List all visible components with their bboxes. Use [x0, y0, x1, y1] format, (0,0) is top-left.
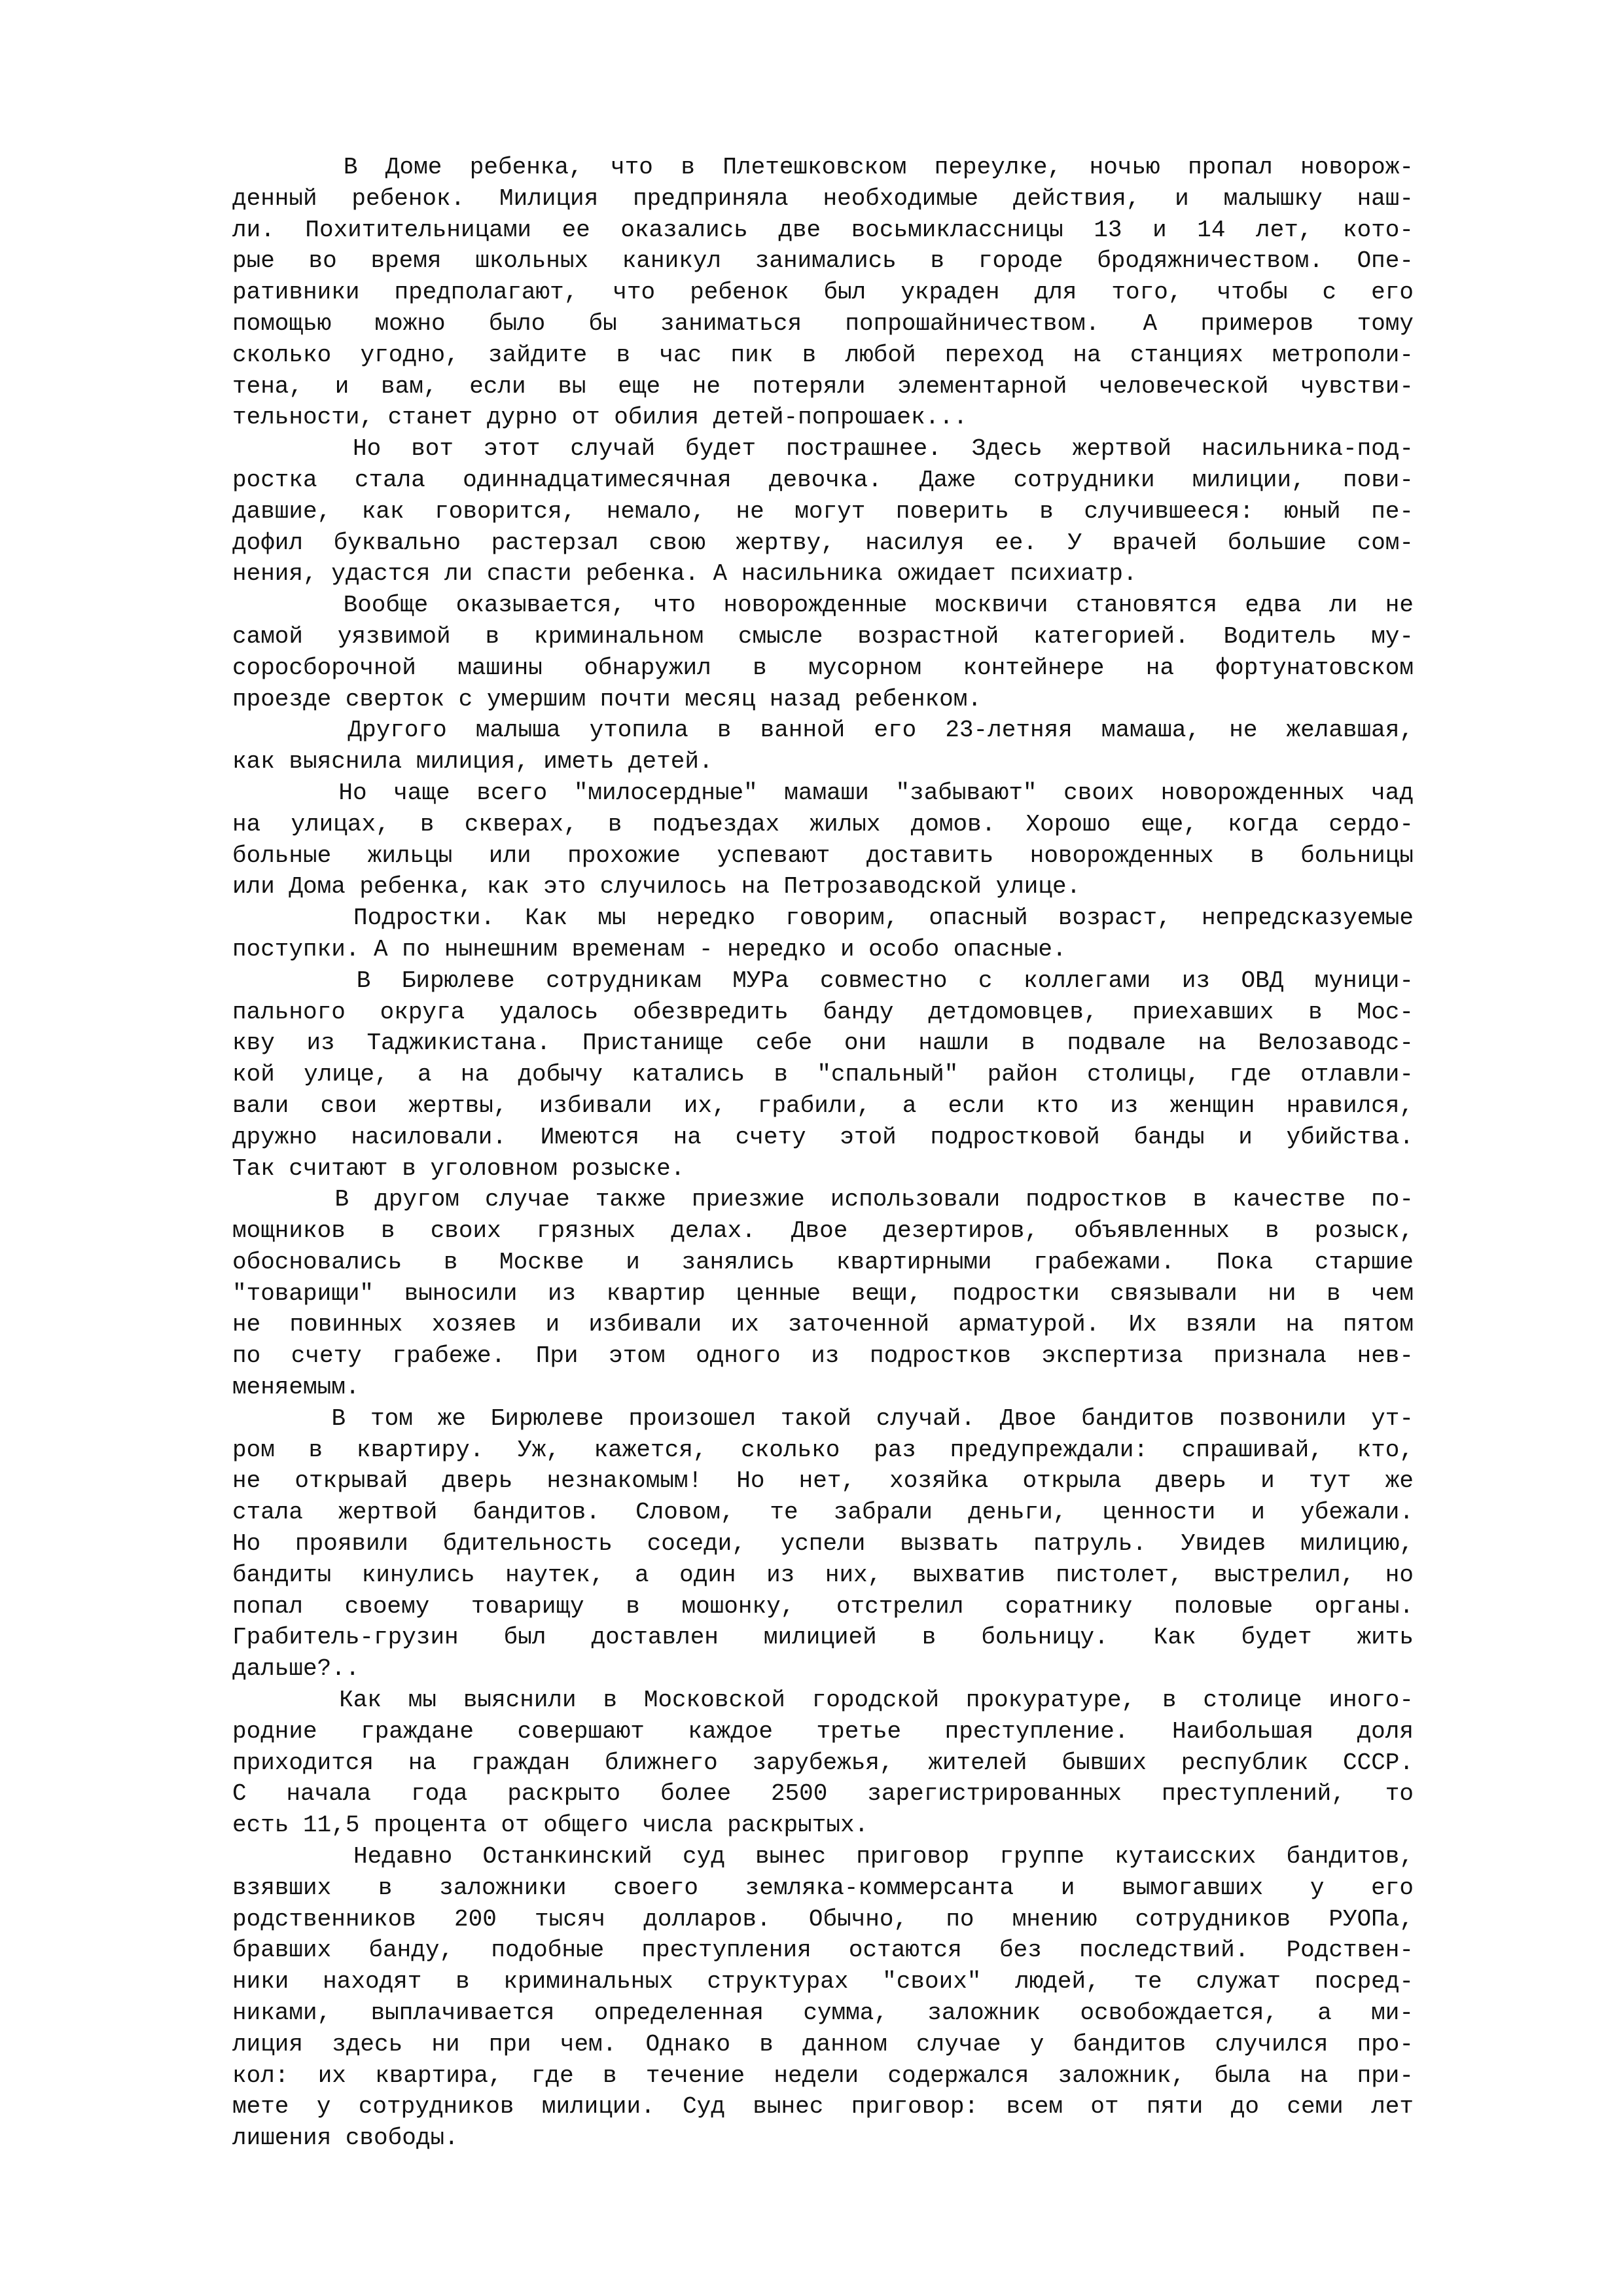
text-line: ром в квартиру. Уж, кажется, сколько раз предупреждали: спрашивай, кто, [232, 1436, 1414, 1463]
text-line: есть 11,5 процента от общего числа раскрытых. [232, 1812, 869, 1839]
text-line: или Дома ребенка, как это случилось на Петрозаводской улице. [232, 873, 1081, 901]
text-line: Недавно Останкинский суд вынес приговор группе кутаисских бандитов, [232, 1843, 1414, 1871]
text-line: ростка стала одиннадцатимесячная девочка. Даже сотрудники милиции, пови- [232, 466, 1414, 493]
text-line: рые во время школьных каникул занимались в городе бродяжничеством. Опе- [232, 247, 1414, 275]
text-line: С начала года раскрыто более 2500 зарегистрированных преступлений, то [232, 1780, 1414, 1808]
text-line: Другого малыша утопила в ванной его 23-летняя мамаша, не желавшая, [232, 717, 1414, 744]
text-line: Подростки. Как мы нередко говорим, опасный возраст, непредсказуемые [232, 905, 1414, 932]
text-line: по счету грабеже. При этом одного из подростков экспертиза признала нев- [232, 1342, 1414, 1370]
document-page [232, 152, 1414, 2154]
text-line: Как мы выяснили в Московской городской прокуратуре, в столице иного- [232, 1687, 1414, 1714]
text-line: Так считают в уголовном розыске. [232, 1155, 685, 1182]
text-line: В Доме ребенка, что в Плетешковском переулке, ночью пропал новорож- [232, 154, 1414, 181]
text-line: ли. Похитительницами ее оказались две восьмиклассницы 13 и 14 лет, кото- [232, 216, 1414, 243]
text-line: В том же Бирюлеве произошел такой случай. Двое бандитов позвонили ут- [232, 1405, 1414, 1432]
text-line: тена, и вам, если вы еще не потеряли элементарной человеческой чувстви- [232, 372, 1414, 400]
text-line: на улицах, в скверах, в подъездах жилых домов. Хорошо еще, когда сердо- [232, 810, 1414, 838]
text-line: как выяснила милиция, иметь детей. [232, 748, 713, 776]
text-line: не повинных хозяев и избивали их заточенной арматурой. Их взяли на пятом [232, 1311, 1414, 1338]
text-line: бравших банду, подобные преступления остаются без последствий. Родствен- [232, 1937, 1414, 1964]
text-line: ративники предполагают, что ребенок был украден для того, чтобы с его [232, 279, 1414, 306]
text-line: "товарищи" выносили из квартир ценные вещи, подростки связывали ни в чем [232, 1280, 1414, 1307]
text-line: родственников 200 тысяч долларов. Обычно, по мнению сотрудников РУОПа, [232, 1905, 1414, 1933]
text-line: помощью можно было бы заниматься попрошайничеством. А примеров тому [232, 310, 1414, 337]
text-line: Но чаще всего "милосердные" мамаши "забывают" своих новорожденных чад [232, 779, 1414, 806]
text-line: дальше?.. [232, 1655, 360, 1683]
text-line: денный ребенок. Милиция предприняла необходимые действия, и малышку наш- [232, 185, 1414, 212]
text-line: В Бирюлеве сотрудникам МУРа совместно с коллегами из ОВД муници- [232, 967, 1414, 994]
text-line: лиция здесь ни при чем. Однако в данном случае у бандитов случился про- [232, 2030, 1414, 2058]
text-line: самой уязвимой в криминальном смысле возрастной категорией. Водитель му- [232, 622, 1414, 650]
text-line: не открывай дверь незнакомым! Но нет, хозяйка открыла дверь и тут же [232, 1467, 1414, 1495]
text-line: проезде сверток с умершим почти месяц назад ребенком. [232, 685, 982, 713]
text-line: давшие, как говорится, немало, не могут поверить в случившееся: юный пе- [232, 497, 1414, 525]
text-line: попал своему товарищу в мошонку, отстрелил соратнику половые органы. [232, 1592, 1414, 1620]
text-line: нения, удастся ли спасти ребенка. А насильника ожидает психиатр. [232, 560, 1137, 588]
text-line: мете у сотрудников милиции. Суд вынес приговор: всем от пяти до семи лет [232, 2093, 1414, 2121]
text-line: сколько угодно, зайдите в час пик в любой переход на станциях метрополи- [232, 341, 1414, 368]
text-line: больные жильцы или прохожие успевают доставить новорожденных в больницы [232, 842, 1414, 869]
text-line: бандиты кинулись наутек, а один из них, выхватив пистолет, выстрелил, но [232, 1561, 1414, 1588]
text-line: дофил буквально растерзал свою жертву, насилуя ее. У врачей большие сом- [232, 529, 1414, 556]
text-line: лишения свободы. [232, 2125, 459, 2152]
text-line: взявших в заложники своего земляка-коммерсанта и вымогавших у его [232, 1874, 1414, 1901]
text-line: Грабитель-грузин был доставлен милицией в больницу. Как будет жить [232, 1624, 1414, 1651]
text-line: дружно насиловали. Имеются на счету этой подростковой банды и убийства. [232, 1123, 1414, 1151]
text-line: соросборочной машины обнаружил в мусорном контейнере на фортунатовском [232, 654, 1414, 681]
text-line: обосновались в Москве и занялись квартирными грабежами. Пока старшие [232, 1248, 1414, 1276]
text-line: приходится на граждан ближнего зарубежья, жителей бывших республик СССР. [232, 1749, 1414, 1776]
text-line: поступки. А по нынешним временам - нередко и особо опасные. [232, 935, 1067, 963]
text-line: Но проявили бдительность соседи, успели вызвать патруль. Увидев милицию, [232, 1530, 1414, 1558]
text-line: стала жертвой бандитов. Словом, те забрали деньги, ценности и убежали. [232, 1499, 1414, 1526]
text-line: вали свои жертвы, избивали их, грабили, а если кто из женщин нравился, [232, 1092, 1414, 1119]
text-line: меняемым. [232, 1374, 360, 1401]
text-line: родние граждане совершают каждое третье преступление. Наибольшая доля [232, 1717, 1414, 1745]
text-line: тельности, станет дурно от обилия детей-попрошаек... [232, 404, 968, 431]
text-line: никами, выплачивается определенная сумма, заложник освобождается, а ми- [232, 2000, 1414, 2027]
text-line: В другом случае также приезжие использовали подростков в качестве по- [232, 1186, 1414, 1213]
text-line: кол: их квартира, где в течение недели содержался заложник, была на при- [232, 2062, 1414, 2089]
text-line: кву из Таджикистана. Пристанище себе они нашли в подвале на Велозаводс- [232, 1030, 1414, 1057]
text-line: ники находят в криминальных структурах "своих" людей, те служат посред- [232, 1968, 1414, 1996]
text-line: пального округа удалось обезвредить банду детдомовцев, приехавших в Мос- [232, 998, 1414, 1026]
text-line: Но вот этот случай будет пострашнее. Здесь жертвой насильника-под- [232, 435, 1414, 463]
text-line: Вообще оказывается, что новорожденные москвичи становятся едва ли не [232, 592, 1414, 619]
text-line: кой улице, а на добычу катались в "спальный" район столицы, где отлавли- [232, 1061, 1414, 1088]
text-line: мощников в своих грязных делах. Двое дезертиров, объявленных в розыск, [232, 1217, 1414, 1245]
